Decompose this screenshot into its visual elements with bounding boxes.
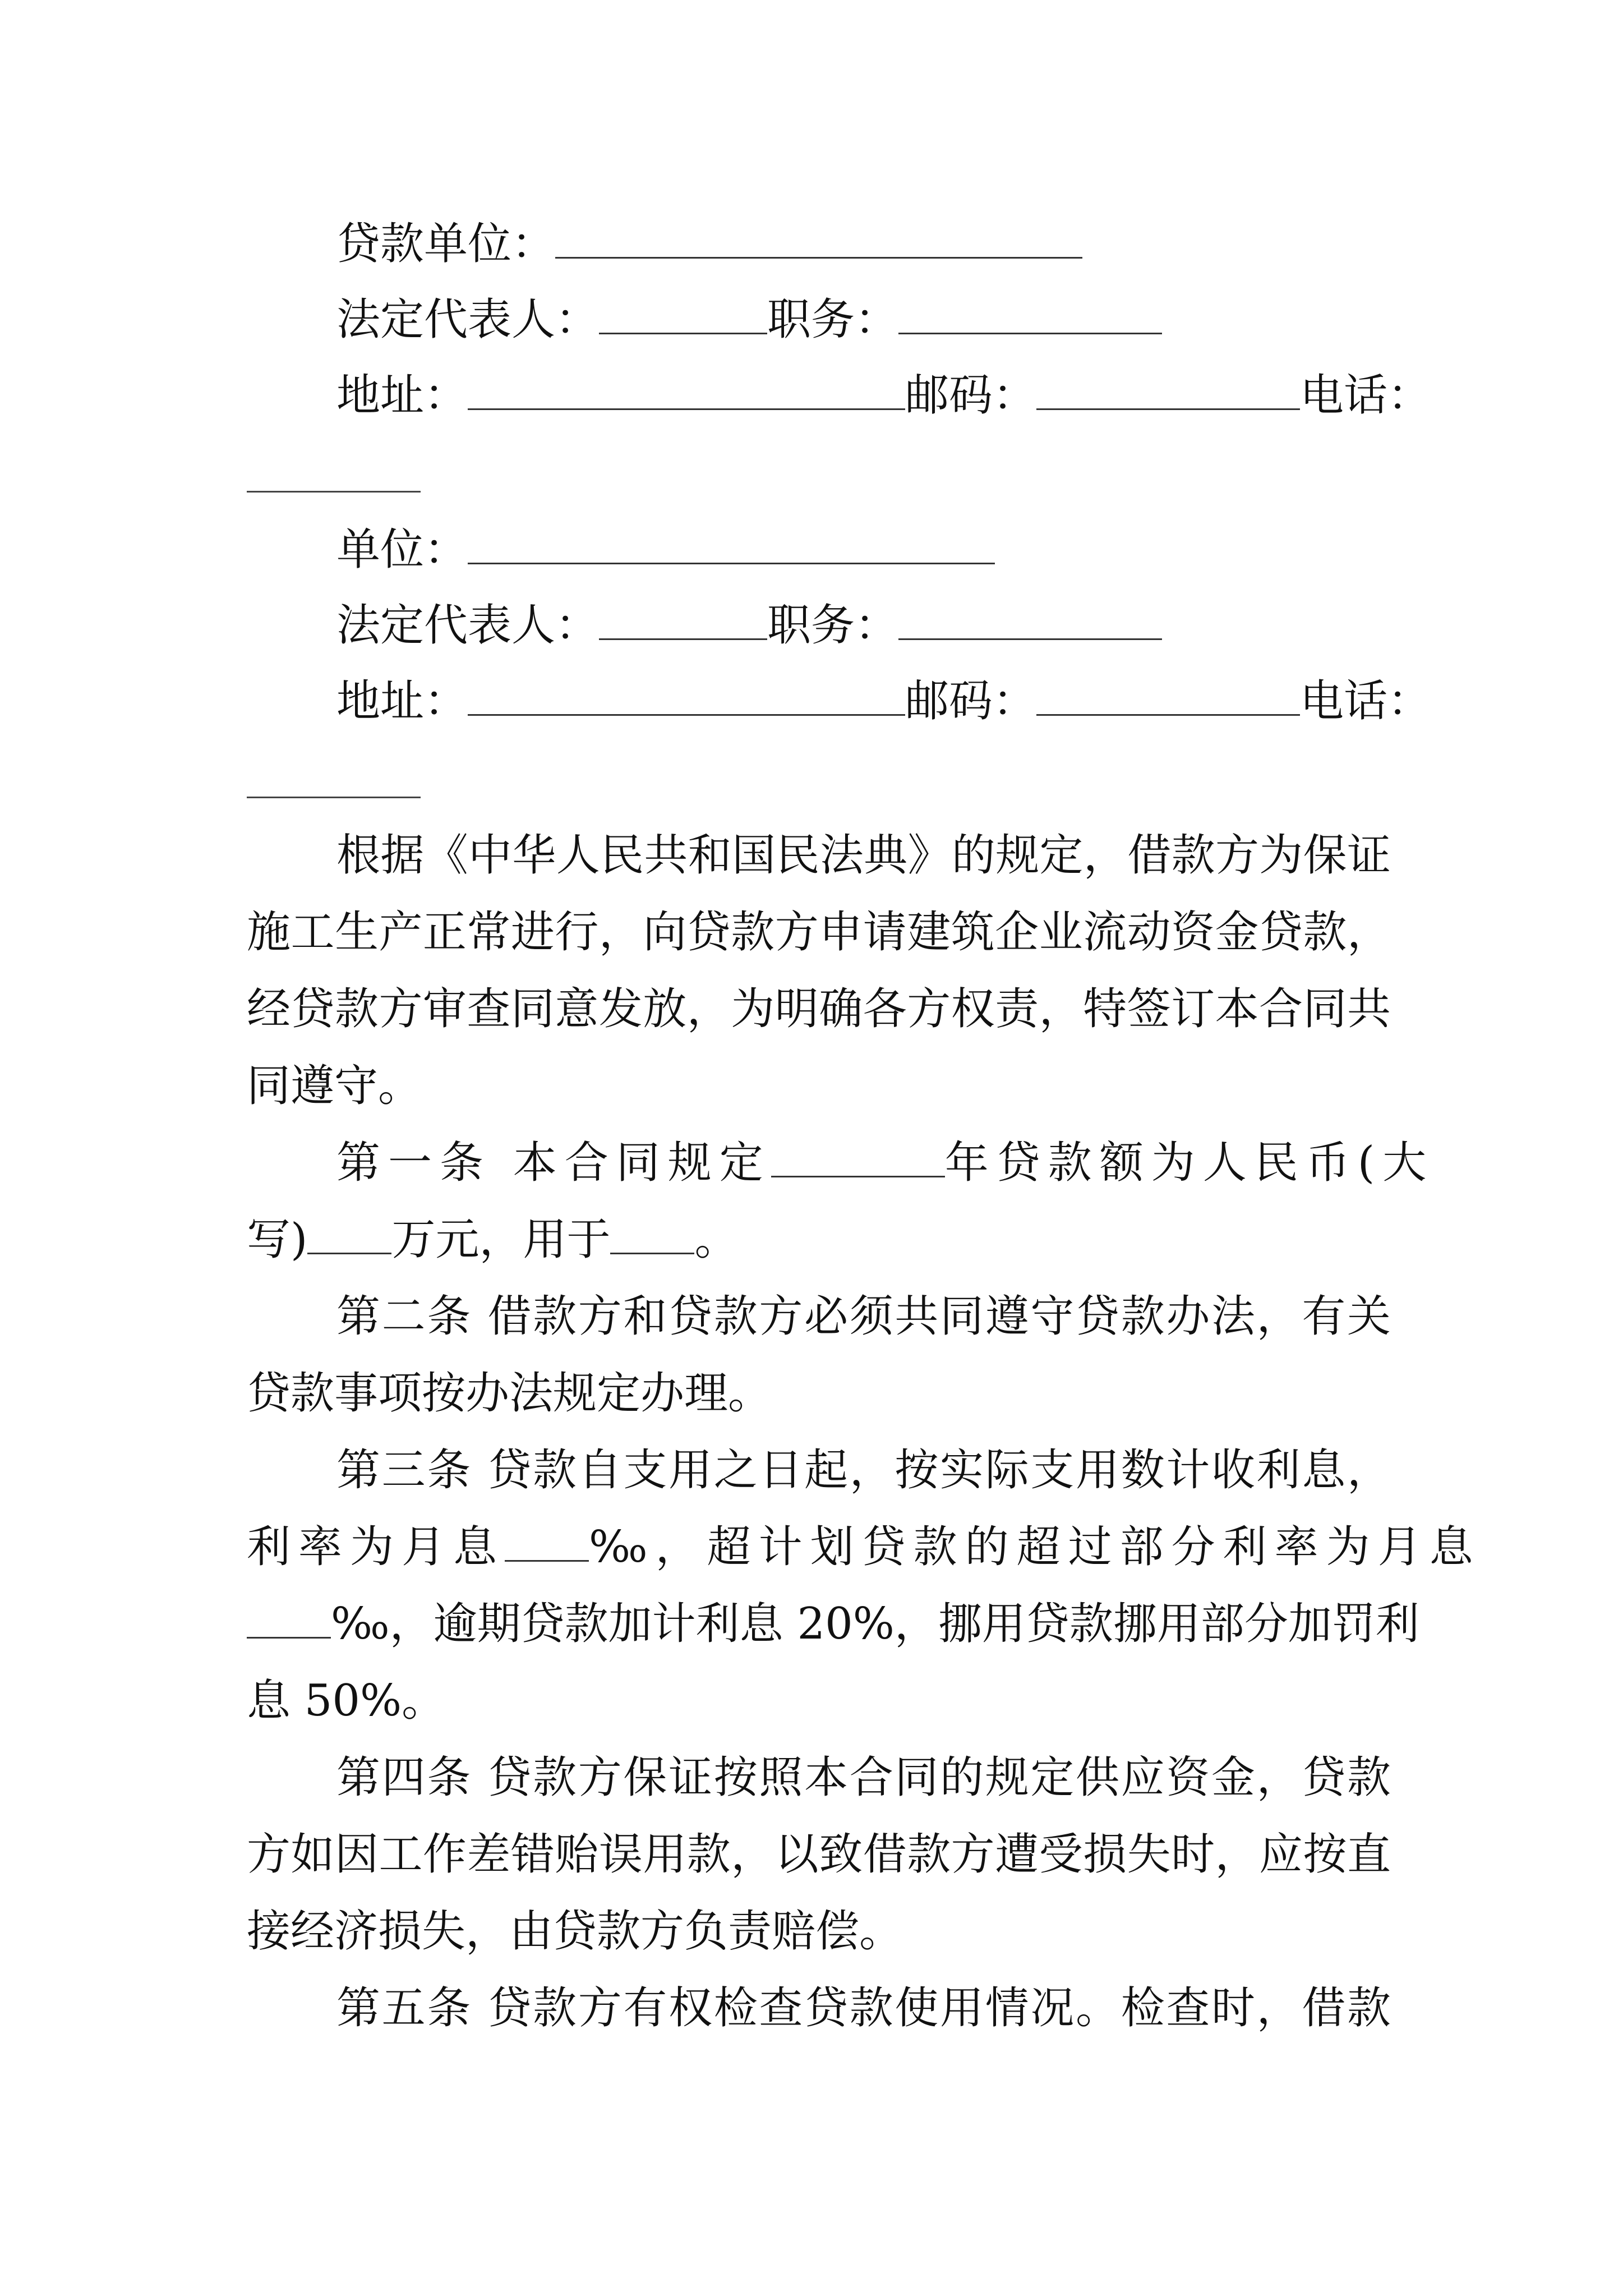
article1-text-a: 第一条 本合同规定 xyxy=(336,1138,771,1188)
lender-postcode-blank xyxy=(1036,408,1300,410)
article1-amount-blank xyxy=(307,1252,391,1254)
lender-rep-label: 法定代表人： xyxy=(336,295,600,345)
lender-unit-label: 贷款单位： xyxy=(336,219,556,269)
lender-title-blank xyxy=(898,332,1162,334)
party-rep-row xyxy=(336,597,1391,654)
party-postcode-blank xyxy=(1036,714,1300,716)
lender-postcode-label: 邮码： xyxy=(905,370,1037,421)
preamble-line-3: 经贷款方审查同意发放，为明确各方权责，特签订本合同共 xyxy=(247,984,1391,1034)
party-unit-blank xyxy=(468,562,995,564)
article2-line-2: 贷款事项按办法规定办理。 xyxy=(247,1368,772,1419)
article3-line-1: 第三条 贷款自支用之日起，按实际支用数计收利息， xyxy=(336,1445,1391,1496)
party-postcode-label: 邮码： xyxy=(905,676,1037,726)
preamble-line-1: 根据《中华人民共和国民法典》的规定，借款方为保证 xyxy=(336,830,1391,881)
article4-line-1: 第四条 贷款方保证按照本合同的规定供应资金，贷款 xyxy=(336,1752,1391,1803)
lender-address-row xyxy=(336,367,1432,424)
article1-text-c: 写) xyxy=(247,1214,308,1265)
preamble-line-4: 同遵守。 xyxy=(247,1061,422,1111)
article1-purpose-blank xyxy=(610,1252,694,1254)
preamble-line-2: 施工生产正常进行，向贷款方申请建筑企业流动资金贷款， xyxy=(247,907,1391,958)
party-title-blank xyxy=(898,638,1162,640)
lender-unit-row xyxy=(336,216,1391,272)
article3-text-b: ‰，超计划贷款的超过部分利率为月息 xyxy=(589,1522,1481,1572)
party-rep-label: 法定代表人： xyxy=(336,600,600,651)
article5-line-1: 第五条 贷款方有权检查贷款使用情况。检查时，借款 xyxy=(336,1983,1391,2033)
article1-text-e: 。 xyxy=(694,1214,739,1265)
article3-rate-blank xyxy=(505,1559,589,1562)
party-rep-blank xyxy=(599,638,767,640)
party-address-blank xyxy=(468,714,905,716)
party-phone-label: 电话： xyxy=(1300,676,1432,726)
article1-line-1 xyxy=(336,1135,1435,1191)
article3-line-3 xyxy=(247,1596,1419,1652)
lender-unit-blank xyxy=(555,256,1082,259)
lender-phone-blank xyxy=(247,491,421,493)
article1-year-blank xyxy=(771,1175,945,1177)
article1-line-2 xyxy=(247,1212,1391,1268)
lender-rep-blank xyxy=(599,332,767,334)
lender-address-blank xyxy=(468,408,905,410)
article4-line-3: 接经济损失，由贷款方负责赔偿。 xyxy=(247,1906,903,1957)
article2-line-1: 第二条 借款方和贷款方必须共同遵守贷款办法，有关 xyxy=(336,1291,1391,1342)
article3-excess-rate-blank xyxy=(247,1636,331,1639)
party-phone-blank xyxy=(247,797,421,798)
party-unit-row xyxy=(336,522,1391,578)
lender-phone-label: 电话： xyxy=(1300,370,1432,421)
article1-text-d: 万元，用于 xyxy=(391,1214,611,1265)
party-address-label: 地址： xyxy=(336,676,468,726)
article3-line-2 xyxy=(247,1519,1481,1575)
lender-rep-row xyxy=(336,292,1391,348)
article3-line-4: 息 50%。 xyxy=(247,1676,446,1726)
lender-address-label: 地址： xyxy=(336,370,468,421)
party-address-row xyxy=(336,673,1432,729)
party-title-label: 职务： xyxy=(767,600,899,651)
article3-text-c: ‰，逾期贷款加计利息 20%，挪用贷款挪用部分加罚利 xyxy=(331,1599,1419,1649)
party-unit-label: 单位： xyxy=(336,524,468,575)
article1-text-b: 年贷款额为人民币(大 xyxy=(944,1138,1435,1188)
article3-text-a: 利率为月息 xyxy=(247,1522,505,1572)
lender-title-label: 职务： xyxy=(767,295,899,345)
article4-line-2: 方如因工作差错贻误用款，以致借款方遭受损失时，应按直 xyxy=(247,1829,1391,1880)
